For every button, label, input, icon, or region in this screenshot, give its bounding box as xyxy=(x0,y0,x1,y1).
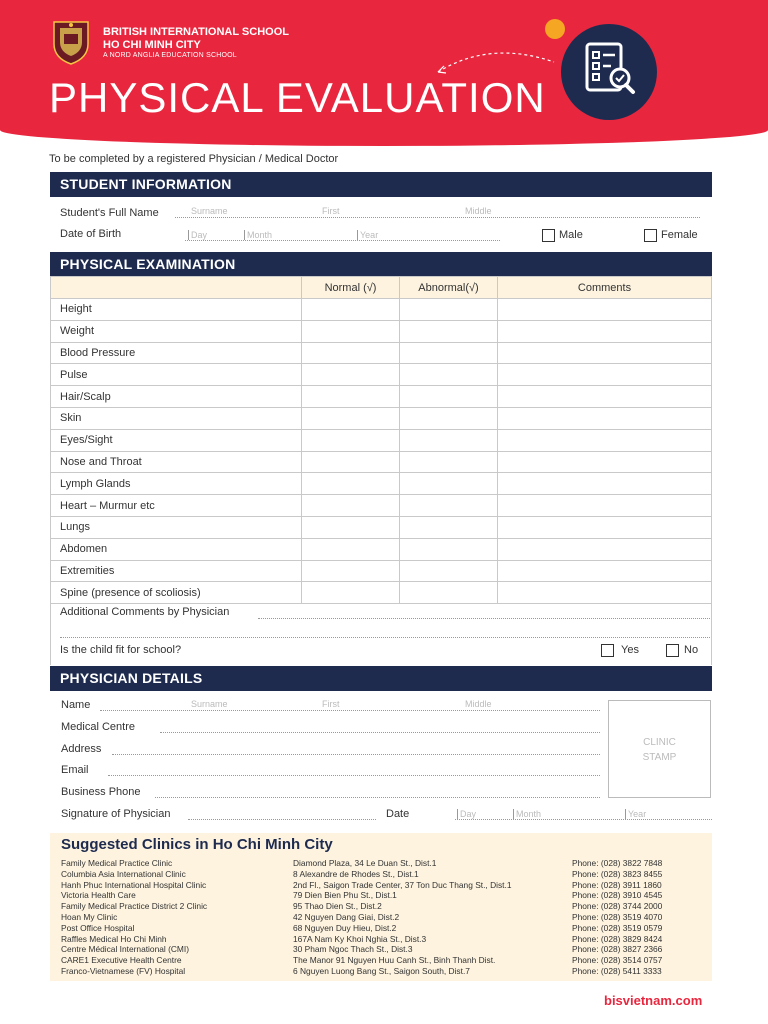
label-male: Male xyxy=(559,229,583,241)
table-row xyxy=(51,320,712,342)
clinic-address: 42 Nguyen Dang Giai, Dist.2 xyxy=(293,912,400,922)
physician-hint-surname: Surname xyxy=(191,699,228,709)
medical-centre-field[interactable] xyxy=(160,720,600,733)
abnormal-cell[interactable] xyxy=(400,538,498,560)
normal-cell[interactable] xyxy=(302,299,400,321)
table-row xyxy=(51,386,712,408)
normal-cell[interactable] xyxy=(302,451,400,473)
exam-item-label: Lungs xyxy=(51,516,302,538)
header-arc xyxy=(0,130,768,146)
clinic-address: 6 Nguyen Luong Bang St., Saigon South, Dist.7 xyxy=(293,966,470,976)
signature-label: Signature of Physician xyxy=(61,808,171,820)
hint-middle: Middle xyxy=(465,206,492,216)
table-right-border xyxy=(711,600,712,665)
abnormal-cell[interactable] xyxy=(400,473,498,495)
clinic-address: The Manor 91 Nguyen Huu Canh St., Binh Thanh Dist. xyxy=(293,955,496,966)
checkbox-fit-no[interactable] xyxy=(666,644,679,657)
suggested-clinics-panel xyxy=(50,833,712,981)
clinic-stamp-line1: CLINIC xyxy=(643,737,676,748)
comments-cell[interactable] xyxy=(498,299,712,321)
list-item xyxy=(50,944,712,955)
abnormal-cell[interactable] xyxy=(400,429,498,451)
list-item xyxy=(50,890,712,901)
abnormal-cell[interactable] xyxy=(400,516,498,538)
abnormal-cell[interactable] xyxy=(400,582,498,604)
table-row xyxy=(51,516,712,538)
clinic-phone: Phone: (028) 3911 1860 xyxy=(572,879,662,890)
comments-cell[interactable] xyxy=(498,407,712,429)
table-row xyxy=(51,364,712,386)
normal-cell[interactable] xyxy=(302,516,400,538)
comments-cell[interactable] xyxy=(498,429,712,451)
physician-hint-day: Day xyxy=(457,809,476,819)
column-header-normal: Normal (√) xyxy=(302,277,400,299)
exam-item-label: Heart – Murmur etc xyxy=(51,495,302,517)
table-row xyxy=(51,560,712,582)
comments-cell[interactable] xyxy=(498,386,712,408)
checkbox-female[interactable] xyxy=(644,229,657,242)
table-row xyxy=(51,429,712,451)
comments-cell[interactable] xyxy=(498,342,712,364)
section-student-information: STUDENT INFORMATION xyxy=(50,172,712,197)
comments-cell[interactable] xyxy=(498,538,712,560)
physician-hint-month: Month xyxy=(513,809,541,819)
clinic-name: Hoan My Clinic xyxy=(61,912,118,922)
list-item xyxy=(50,955,712,966)
clinic-name: Family Medical Practice District 2 Clinic xyxy=(61,901,208,912)
table-row xyxy=(51,495,712,517)
hint-day: Day xyxy=(188,230,207,240)
clinic-address: 68 Nguyen Duy Hieu, Dist.2 xyxy=(293,922,397,933)
hint-month: Month xyxy=(244,230,272,240)
physician-hint-year: Year xyxy=(625,809,646,819)
clinic-phone: Phone: (028) 3519 4070 xyxy=(572,912,663,922)
normal-cell[interactable] xyxy=(302,538,400,560)
clinic-stamp-box xyxy=(608,700,711,798)
hint-first: First xyxy=(322,206,340,216)
table-row xyxy=(51,582,712,604)
exam-item-label: Nose and Throat xyxy=(51,451,302,473)
clinic-name: Hanh Phuc International Hospital Clinic xyxy=(61,879,207,890)
table-row xyxy=(51,407,712,429)
abnormal-cell[interactable] xyxy=(400,451,498,473)
business-phone-field[interactable] xyxy=(155,785,600,798)
comments-cell[interactable] xyxy=(498,560,712,582)
school-name xyxy=(103,26,289,52)
clinic-address: 8 Alexandre de Rhodes St., Dist.1 xyxy=(293,868,419,879)
table-row xyxy=(51,342,712,364)
medical-centre-label: Medical Centre xyxy=(61,721,135,733)
table-row xyxy=(51,451,712,473)
additional-comments-label: Additional Comments by Physician xyxy=(60,606,230,618)
normal-cell[interactable] xyxy=(302,495,400,517)
list-item xyxy=(50,923,712,934)
dob-label: Date of Birth xyxy=(60,228,122,240)
abnormal-cell[interactable] xyxy=(400,299,498,321)
school-subtitle: A NORD ANGLIA EDUCATION SCHOOL xyxy=(103,52,237,59)
clinic-name: Post Office Hospital xyxy=(61,922,135,933)
physician-name-field[interactable] xyxy=(100,698,600,711)
list-item xyxy=(50,901,712,912)
list-item xyxy=(50,880,712,891)
section-physician-details: PHYSICIAN DETAILS xyxy=(50,666,712,691)
checkbox-male[interactable] xyxy=(542,229,555,242)
fit-question-label: Is the child fit for school? xyxy=(60,644,182,656)
address-field[interactable] xyxy=(112,742,600,755)
clinic-phone: Phone: (028) 3519 0579 xyxy=(572,922,663,933)
additional-comments-field[interactable] xyxy=(258,606,712,619)
list-item xyxy=(50,869,712,880)
clinic-name: Victoria Health Care xyxy=(61,890,136,901)
list-item xyxy=(50,966,712,977)
clinic-name: CARE1 Executive Health Centre xyxy=(61,955,182,966)
clinic-phone: Phone: (028) 3829 8424 xyxy=(572,933,663,944)
clinic-address: Diamond Plaza, 34 Le Duan St., Dist.1 xyxy=(293,858,437,868)
clinic-address: 30 Pham Ngoc Thach St., Dist.3 xyxy=(293,944,413,955)
clinic-address: 2nd Fl., Saigon Trade Center, 37 Ton Duc Thang St., Dist.1 xyxy=(293,879,512,890)
label-fit-yes: Yes xyxy=(621,644,639,656)
normal-cell[interactable] xyxy=(302,560,400,582)
student-name-label: Student's Full Name xyxy=(60,207,159,219)
table-left-border xyxy=(50,600,51,665)
school-name-line1: BRITISH INTERNATIONAL SCHOOL xyxy=(103,26,289,38)
clinic-address: 79 Dien Bien Phu St., Dist.1 xyxy=(293,890,397,901)
checkbox-fit-yes[interactable] xyxy=(601,644,614,657)
normal-cell[interactable] xyxy=(302,386,400,408)
school-name-line2: HO CHI MINH CITY xyxy=(103,39,201,51)
footer-website-link[interactable]: bisvietnam.com xyxy=(604,993,703,1008)
clinic-phone: Phone: (028) 3823 8455 xyxy=(572,868,663,879)
clinic-phone: Phone: (028) 3910 4545 xyxy=(572,890,663,901)
instruction-note: To be completed by a registered Physician / Medical Doctor xyxy=(49,153,339,165)
clinic-phone: Phone: (028) 5411 3333 xyxy=(572,966,662,976)
normal-cell[interactable] xyxy=(302,429,400,451)
column-header-comments: Comments xyxy=(498,277,712,299)
dashed-arrow-decoration xyxy=(430,40,560,80)
column-header-abnormal: Abnormal(√) xyxy=(400,277,498,299)
abnormal-cell[interactable] xyxy=(400,495,498,517)
examination-table xyxy=(50,276,712,604)
exam-item-label: Extremities xyxy=(51,560,302,582)
comments-cell[interactable] xyxy=(498,364,712,386)
physician-hint-first: First xyxy=(322,699,340,709)
clinic-name: Centre Médical International (CMI) xyxy=(61,944,190,955)
list-item xyxy=(50,934,712,945)
normal-cell[interactable] xyxy=(302,320,400,342)
school-crest-icon xyxy=(50,18,92,66)
page-title: PHYSICAL EVALUATION xyxy=(49,74,546,121)
clinic-name: Columbia Asia International Clinic xyxy=(61,868,186,879)
clinic-address: 167A Nam Ky Khoi Nghia St., Dist.3 xyxy=(293,933,427,944)
physician-date-field[interactable] xyxy=(455,807,712,820)
abnormal-cell[interactable] xyxy=(400,407,498,429)
exam-item-label: Skin xyxy=(51,407,302,429)
normal-cell[interactable] xyxy=(302,364,400,386)
list-item xyxy=(50,912,712,923)
abnormal-cell[interactable] xyxy=(400,386,498,408)
label-female: Female xyxy=(661,229,698,241)
section-physical-examination: PHYSICAL EXAMINATION xyxy=(50,252,712,277)
normal-cell[interactable] xyxy=(302,342,400,364)
dob-field[interactable] xyxy=(185,228,500,241)
normal-cell[interactable] xyxy=(302,473,400,495)
additional-comments-field-line2[interactable] xyxy=(60,625,712,638)
student-name-field[interactable] xyxy=(175,205,700,218)
clinic-address: 95 Thao Dien St., Dist.2 xyxy=(293,901,382,912)
table-header-row xyxy=(51,277,712,299)
table-row xyxy=(51,473,712,495)
address-label: Address xyxy=(61,743,102,755)
clinic-phone: Phone: (028) 3822 7848 xyxy=(572,858,663,868)
column-header-item xyxy=(51,277,302,299)
business-phone-label: Business Phone xyxy=(61,786,141,798)
clinic-name: Family Medical Practice Clinic xyxy=(61,858,173,868)
clinic-phone: Phone: (028) 3514 0757 xyxy=(572,955,663,966)
table-row xyxy=(51,538,712,560)
comments-cell[interactable] xyxy=(498,582,712,604)
exam-item-label: Blood Pressure xyxy=(51,342,302,364)
clinic-phone: Phone: (028) 3744 2000 xyxy=(572,901,663,912)
exam-item-label: Pulse xyxy=(51,364,302,386)
email-label: Email xyxy=(61,764,89,776)
hint-surname: Surname xyxy=(191,206,228,216)
clinic-stamp-line2: STAMP xyxy=(642,752,677,763)
list-item xyxy=(50,858,712,869)
physician-hint-middle: Middle xyxy=(465,699,492,709)
comments-cell[interactable] xyxy=(498,320,712,342)
suggested-clinics-title: Suggested Clinics in Ho Chi Minh City xyxy=(61,836,333,853)
exam-item-label: Height xyxy=(51,299,302,321)
exam-item-label: Spine (presence of scoliosis) xyxy=(51,582,302,604)
email-field[interactable] xyxy=(108,763,600,776)
comments-cell[interactable] xyxy=(498,516,712,538)
checklist-magnifier-icon xyxy=(561,24,657,120)
comments-cell[interactable] xyxy=(498,451,712,473)
clinic-name: Franco-Vietnamese (FV) Hospital xyxy=(61,966,186,976)
label-fit-no: No xyxy=(684,644,699,656)
abnormal-cell[interactable] xyxy=(400,364,498,386)
comments-cell[interactable] xyxy=(498,495,712,517)
clinic-phone: Phone: (028) 3827 2366 xyxy=(572,944,663,955)
normal-cell[interactable] xyxy=(302,407,400,429)
abnormal-cell[interactable] xyxy=(400,560,498,582)
normal-cell[interactable] xyxy=(302,582,400,604)
abnormal-cell[interactable] xyxy=(400,342,498,364)
comments-cell[interactable] xyxy=(498,473,712,495)
exam-item-label: Lymph Glands xyxy=(51,473,302,495)
exam-item-label: Eyes/Sight xyxy=(51,429,302,451)
hint-year: Year xyxy=(357,230,378,240)
exam-item-label: Hair/Scalp xyxy=(51,386,302,408)
clinic-name: Raffles Medical Ho Chi Minh xyxy=(61,933,167,944)
date-label: Date xyxy=(386,808,410,820)
exam-item-label: Abdomen xyxy=(51,538,302,560)
physician-name-label: Name xyxy=(61,699,91,711)
signature-field[interactable] xyxy=(188,807,376,820)
abnormal-cell[interactable] xyxy=(400,320,498,342)
table-row xyxy=(51,299,712,321)
exam-item-label: Weight xyxy=(51,320,302,342)
